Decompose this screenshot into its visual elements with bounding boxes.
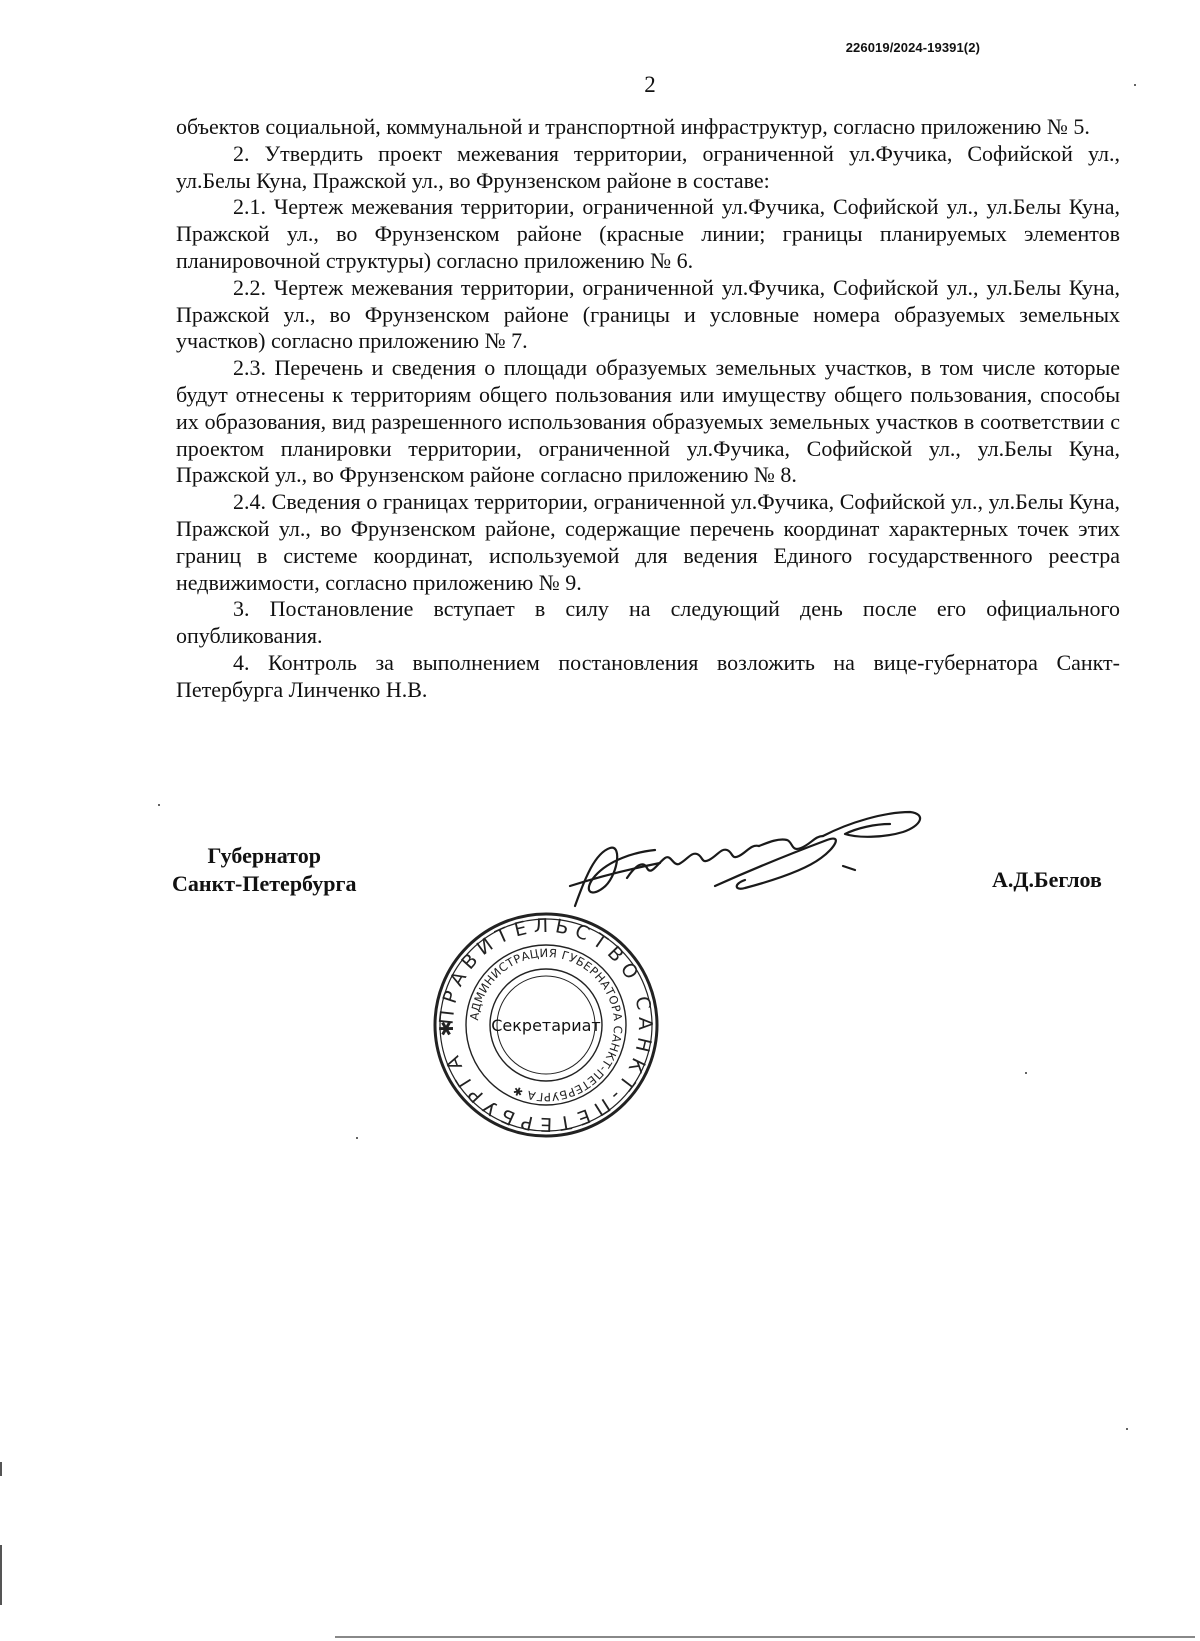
page-number: 2 xyxy=(644,72,656,97)
scan-speck xyxy=(356,1137,358,1139)
paragraph-item-4: 4. Контроль за выполнением постановления возложить на вице-губернатора Санкт-Петербурга Линченко Н.В. xyxy=(176,649,1120,702)
signatory-title-line2: Санкт-Петербурга xyxy=(172,871,357,896)
svg-text:АДМИНИСТРАЦИЯ ГУБЕРНАТОРА САНК: АДМИНИСТРАЦИЯ ГУБЕРНАТОРА САНКТ-ПЕТЕРБУРГА ✱ xyxy=(467,945,626,1105)
paragraph-item-2-3: 2.3. Перечень и сведения о площади образуемых земельных участков, в том числе которые будут отнесены к территориям общего пользования или имуществу общего пользования, способы их образования, вид разрешенного использования образуемых земельных участков в соответствии с проектом планировки территории, ограниченной ул.Фучика, Софийской ул., ул.Белы Куна, Пражской ул., во Фрунзенском районе согласно приложению № 8. xyxy=(176,355,1120,488)
scan-bottom-edge xyxy=(335,1636,1195,1638)
svg-text:ПРАВИТЕЛЬСТВО САНКТ-ПЕТЕРБУРГА: ПРАВИТЕЛЬСТВО САНКТ-ПЕТЕРБУРГА ✱ xyxy=(435,914,657,1136)
scan-speck xyxy=(1134,84,1136,86)
scan-edge-mark xyxy=(0,1545,2,1605)
signatory-title-line1: Губернатор xyxy=(207,843,321,868)
signatory-title xyxy=(172,842,356,898)
scan-speck xyxy=(1025,1072,1027,1074)
paragraph-item-2: 2. Утвердить проект межевания территории, ограниченной ул.Фучика, Софийской ул., ул.Белы Куна, Пражской ул., во Фрунзенском районе в составе: xyxy=(176,140,1120,193)
paragraph-item-2-1: 2.1. Чертеж межевания территории, ограниченной ул.Фучика, Софийской ул., ул.Белы Куна, Пражской ул., во Фрунзенском районе (красные линии; границы планируемых элементов планировочной структуры) согласно приложению № 6. xyxy=(176,194,1120,273)
scan-speck xyxy=(158,804,160,806)
document-id: 226019/2024-19391(2) xyxy=(845,40,980,55)
official-seal xyxy=(433,912,659,1138)
paragraph-continuation: объектов социальной, коммунальной и транспортной инфраструктур, согласно приложению № 5. xyxy=(176,114,1090,139)
document-body xyxy=(176,114,1120,704)
scan-edge-mark xyxy=(0,1462,2,1476)
paragraph-item-2-4: 2.4. Сведения о границах территории, ограниченной ул.Фучика, Софийской ул., ул.Белы Куна, Пражской ул., во Фрунзенском районе, содержащие перечень координат характерных точек этих границ в системе координат, используемой для ведения Единого государственного реестра недвижимости, согласно приложению № 9. xyxy=(176,489,1120,595)
paragraph-item-2-2: 2.2. Чертеж межевания территории, ограниченной ул.Фучика, Софийской ул., ул.Белы Куна, Пражской ул., во Фрунзенском районе (границы и условные номера образуемых земельных участков) согласно приложению № 7. xyxy=(176,274,1120,354)
signatory-name: А.Д.Беглов xyxy=(992,867,1102,892)
scan-speck xyxy=(1126,1428,1128,1430)
paragraph-item-3: 3. Постановление вступает в силу на следующий день после его официального опубликования. xyxy=(176,596,1120,649)
seal-center-text: Секретариат xyxy=(491,1016,601,1035)
handwritten-signature xyxy=(565,808,945,918)
